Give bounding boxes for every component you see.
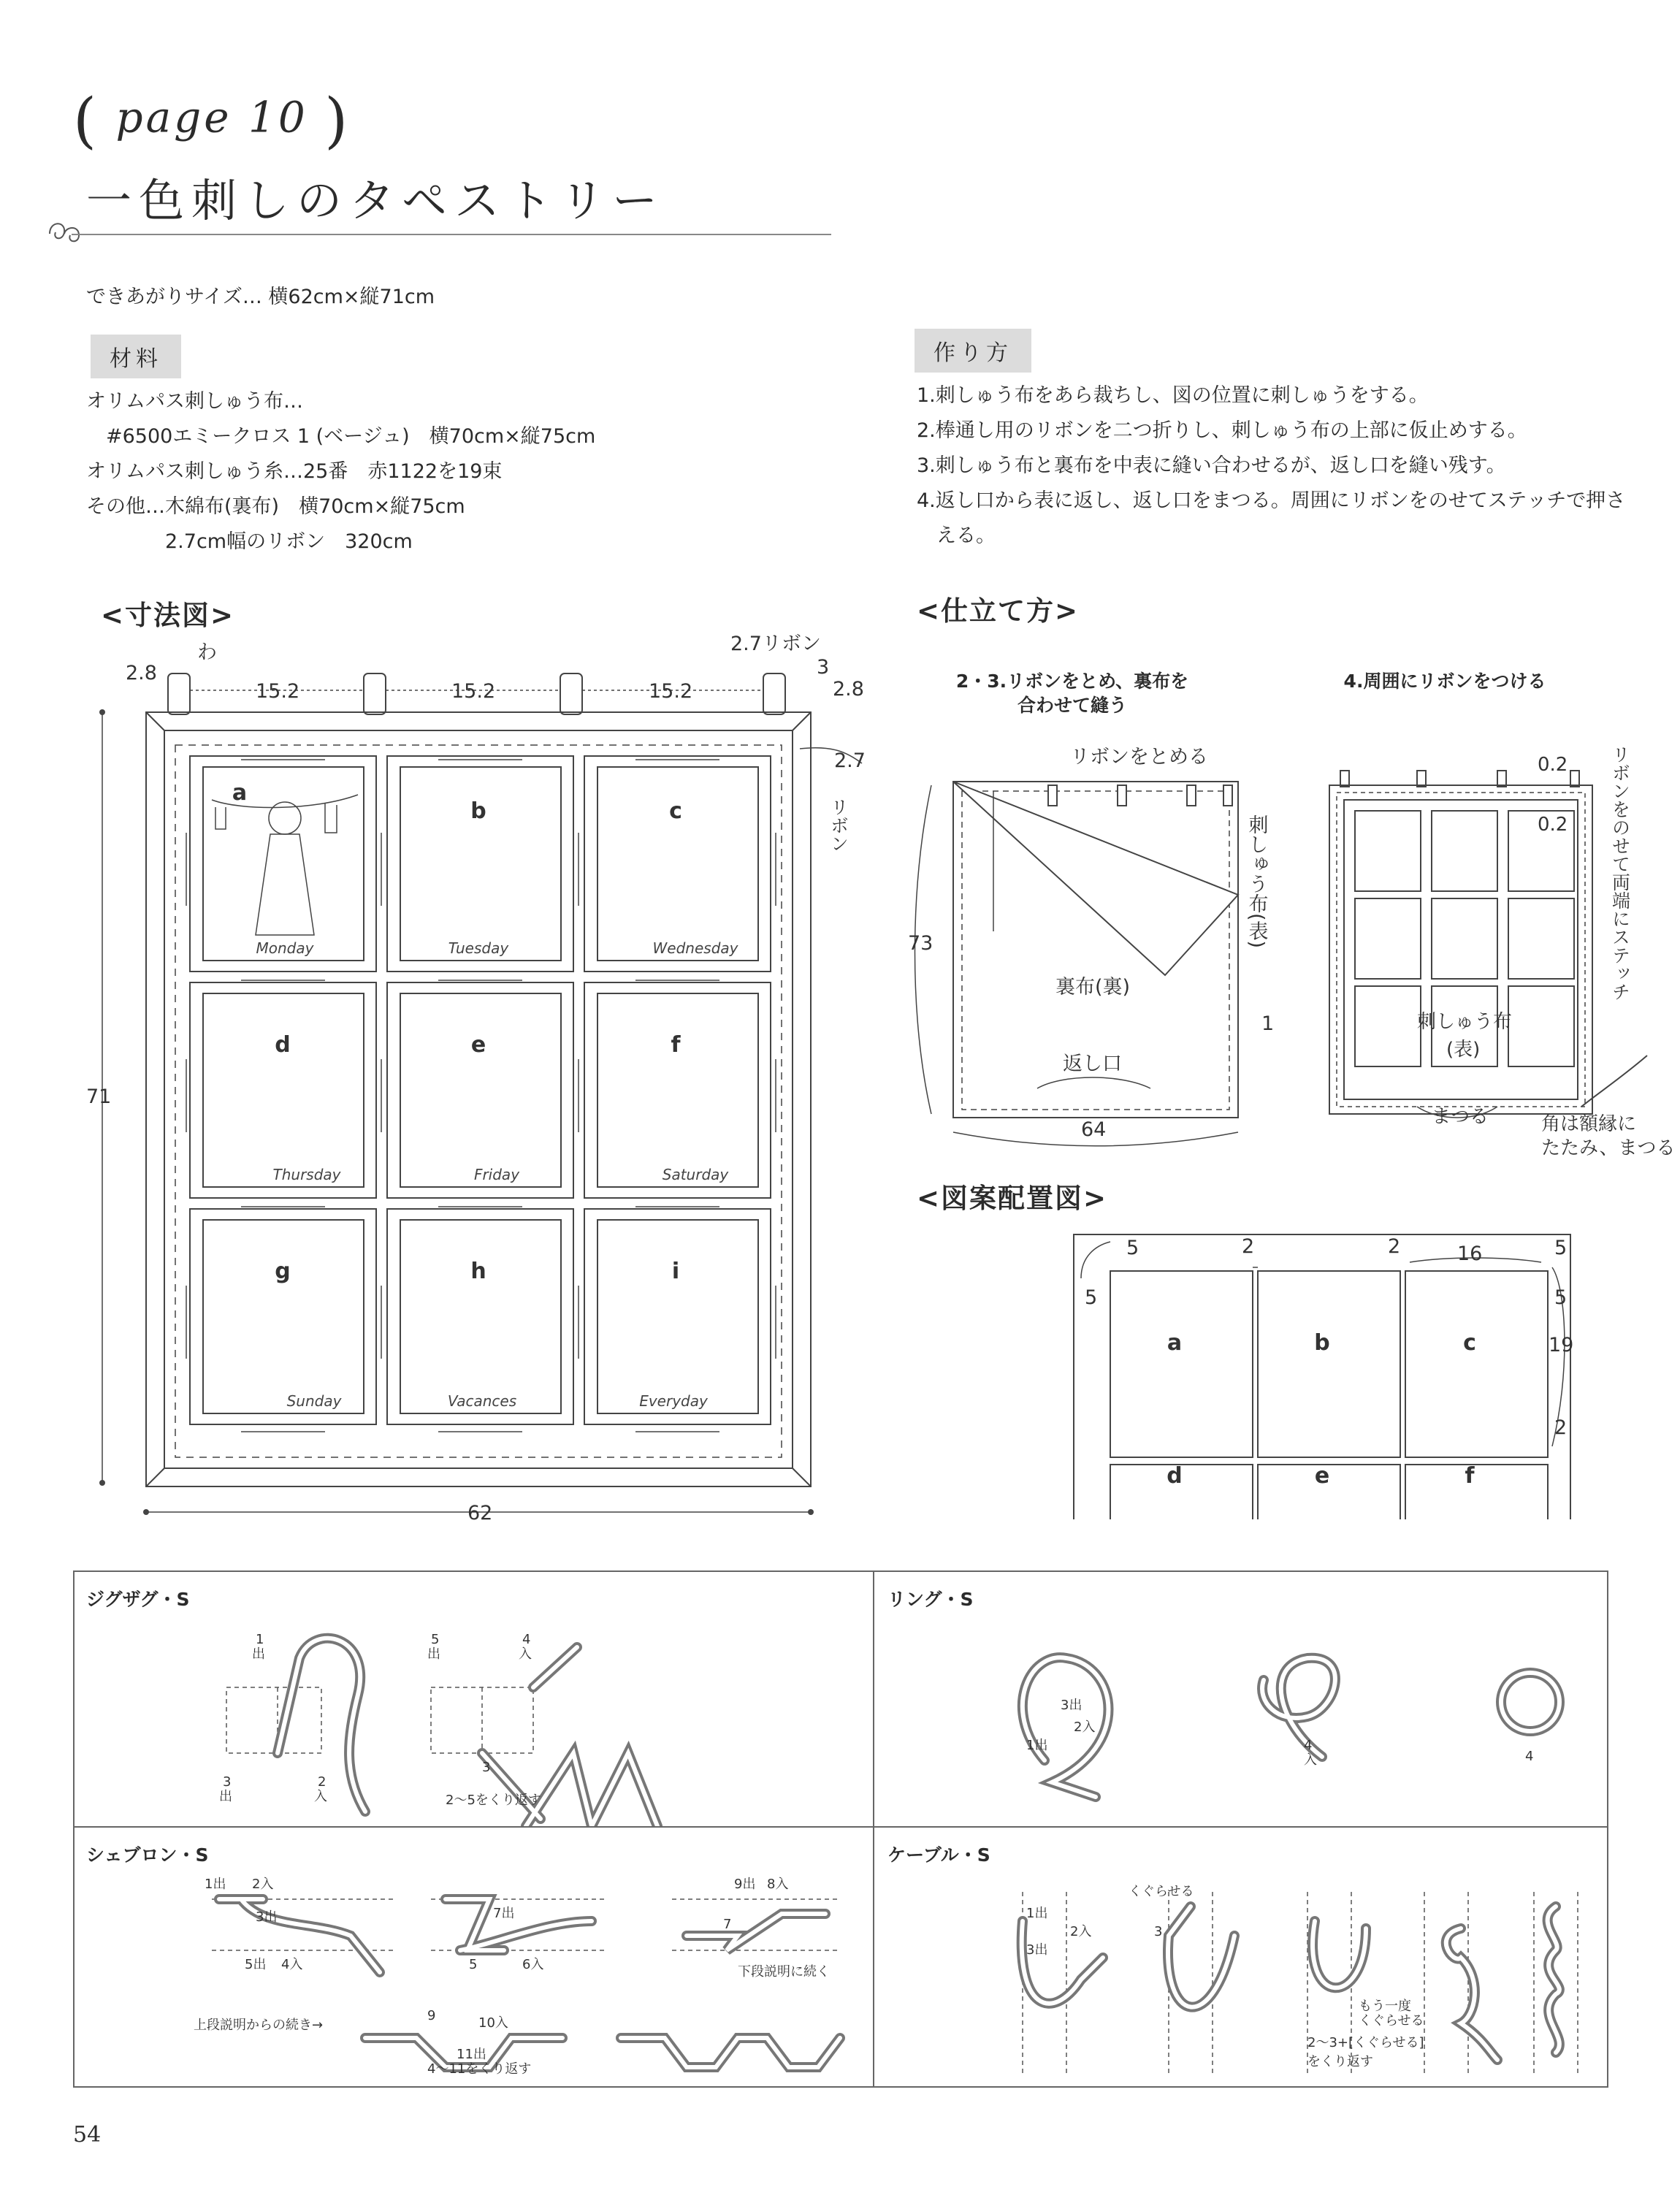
height-label: 73 [908, 932, 933, 955]
chevron-num: 10入 [478, 2015, 508, 2031]
layout-dim: 2 [1388, 1235, 1401, 1258]
zigzag-diagram [183, 1607, 869, 1826]
fabric-word: 刺しゅう布(表) [1245, 814, 1268, 949]
chevron-title: シェブロン・S [86, 1844, 209, 1866]
cable-title: ケーブル・S [887, 1844, 990, 1866]
layout-dim: 5 [1126, 1237, 1139, 1259]
center-label-2: (表) [1446, 1039, 1481, 1061]
material-line: オリムパス刺しゅう布… [86, 390, 303, 413]
cable-diagram [957, 1877, 1600, 2082]
layout-dim: 2 [1554, 1416, 1568, 1439]
zigzag-num: 3 [223, 1774, 232, 1790]
layout-cell: b [1314, 1330, 1330, 1356]
zigzag-num: 1 [256, 1632, 264, 1647]
layout-cell: e [1314, 1463, 1330, 1489]
corner-note-1: 角は額縁に [1541, 1113, 1637, 1135]
layout-cell: f [1465, 1463, 1475, 1489]
panel-letter: a [232, 780, 248, 806]
cable-note: もう一度 [1359, 1999, 1411, 2014]
dim-side-ribbon: 2.7 [834, 749, 866, 772]
margin-inner: 0.2 [1538, 814, 1568, 836]
cable-repeat: 2〜3+[くぐらせる] [1307, 2035, 1424, 2050]
zigzag-num: 5 [431, 1632, 440, 1647]
panel-letter: d [275, 1032, 291, 1058]
panel-letter: b [470, 798, 486, 824]
dim-side-ribbon-word: リボン [828, 798, 849, 852]
method-heading: 作り方 [915, 329, 1031, 373]
zigzag-title: ジグザグ・S [86, 1589, 190, 1610]
chevron-num: 7出 [493, 1906, 515, 1921]
ring-diagram [971, 1614, 1600, 1819]
center-label-1: 刺しゅう布 [1417, 1011, 1513, 1033]
material-line: 2.7cm幅のリボン 320cm [86, 530, 413, 553]
zigzag-num: 入 [519, 1646, 532, 1662]
material-line: #6500エミークロス 1 (ベージュ) 横70cm×縦75cm [86, 425, 596, 448]
dim-gap: 15.2 [256, 680, 300, 703]
method-step: える。 [917, 524, 996, 547]
chevron-note: 下段説明に続く [738, 1964, 830, 1980]
layout-cell: c [1463, 1330, 1476, 1356]
layout-diagram [1066, 1227, 1607, 1527]
chevron-num: 2入 [252, 1877, 274, 1892]
tapestry-outer-edge [146, 712, 811, 1486]
ring-num: 4 [1525, 1749, 1534, 1764]
layout-heading: <図案配置図> [917, 1183, 1108, 1214]
panel-day: Wednesday [652, 939, 738, 957]
cable-num: 3出 [1026, 1942, 1048, 1958]
method-step: 2.棒通し用のリボンを二つ折りし、刺しゅう布の上部に仮止めする。 [917, 419, 1527, 442]
ring-num: 3出 [1061, 1698, 1083, 1713]
zigzag-num: 出 [427, 1646, 440, 1662]
chevron-num: 1出 [205, 1877, 226, 1892]
dim-fold: わ [197, 641, 217, 664]
cable-note: くぐらせる [1129, 1884, 1194, 1899]
panel-letter: f [671, 1032, 681, 1058]
dim-width: 62 [467, 1502, 493, 1524]
stitch-divider-h [73, 1826, 1607, 1828]
dimension-heading: <寸法図> [101, 600, 235, 631]
step4-diagram [1315, 741, 1680, 1180]
ring-num: 1出 [1026, 1738, 1048, 1753]
opening-label: 返し口 [1063, 1053, 1122, 1075]
zigzag-num: 出 [252, 1646, 265, 1662]
panel-day: Tuesday [448, 939, 509, 957]
layout-dim: 5 [1554, 1237, 1568, 1259]
zigzag-num: 4 [522, 1632, 531, 1647]
width-label: 64 [1081, 1118, 1107, 1141]
panel-letter: h [470, 1259, 486, 1284]
cable-num: 2入 [1070, 1924, 1092, 1939]
layout-dim: 19 [1549, 1334, 1574, 1356]
step23-diagram [902, 741, 1282, 1150]
seam-label: 1 [1261, 1012, 1275, 1035]
dim-right-margin: 2.8 [833, 678, 864, 701]
zigzag-num: 3 [482, 1760, 491, 1775]
tapestry-inner-edge [164, 730, 793, 1468]
step4-title: 4.周囲にリボンをつける [1343, 671, 1546, 692]
ring-title: リング・S [887, 1589, 974, 1610]
page-label: ( page 10 ) [73, 86, 351, 156]
margin-top: 0.2 [1538, 754, 1568, 776]
ribbon-note: リボンをとめる [1070, 746, 1208, 768]
panel-letter: i [671, 1259, 680, 1284]
chevron-num: 5出 [245, 1957, 267, 1972]
ring-num: 入 [1304, 1752, 1317, 1768]
chevron-num: 3出 [256, 1909, 278, 1925]
step23-title: 2・3.リボンをとめ、裏布を 合わせて縫う [955, 671, 1189, 716]
assembly-heading: <仕立て方> [917, 595, 1080, 627]
dim-gap: 15.2 [451, 680, 496, 703]
zigzag-num: 入 [314, 1789, 327, 1804]
page-title: 一色刺しのタペストリー [86, 174, 665, 227]
chevron-diagram [183, 1870, 869, 2082]
page-number: 54 [73, 2122, 102, 2148]
chevron-num: 11出 [457, 2047, 486, 2062]
zigzag-num: 2 [318, 1774, 327, 1790]
material-line: オリムパス刺しゅう糸…25番 赤1122を19束 [86, 460, 503, 483]
chevron-num: 4入 [281, 1957, 303, 1972]
layout-dim: 16 [1457, 1243, 1483, 1265]
method-step: 4.返し口から表に返し、返し口をまつる。周囲にリボンをのせてステッチで押さ [917, 489, 1626, 512]
ring-num: 4 [1304, 1738, 1313, 1753]
chevron-num: 5 [469, 1957, 478, 1972]
corner-note-2: たたみ、まつる [1541, 1137, 1676, 1159]
panel-letter: c [669, 798, 682, 824]
layout-dim: 5 [1554, 1286, 1568, 1309]
dim-gap: 15.2 [649, 680, 693, 703]
panel-letter: e [470, 1032, 486, 1058]
layout-dim: 2 [1242, 1235, 1255, 1258]
zigzag-num: 出 [219, 1789, 232, 1804]
side-note: リボンをのせて両端にステッチ [1609, 745, 1631, 1001]
method-list [917, 378, 1662, 554]
materials-list [86, 384, 595, 560]
panel-day: Everyday [639, 1392, 708, 1410]
dim-ribbon-width: 3 [817, 656, 830, 679]
finished-size: できあがりサイズ… 横62cm×縦71cm [86, 286, 435, 308]
chevron-num: 9出 [734, 1877, 756, 1892]
layout-cell: a [1167, 1330, 1183, 1356]
title-divider [72, 234, 831, 235]
method-step: 3.刺しゅう布と裏布を中表に縫い合わせるが、返し口を縫い残す。 [917, 454, 1506, 477]
chevron-num: 6入 [522, 1957, 544, 1972]
dim-ribbon: 2.7リボン [730, 633, 821, 655]
slipstitch-label: まつる [1432, 1106, 1489, 1128]
layout-cell: d [1167, 1463, 1183, 1489]
layout-dim: 5 [1085, 1286, 1098, 1309]
cable-note: くぐらせる [1359, 2013, 1424, 2028]
panel-day: Sunday [286, 1392, 342, 1410]
panel-day: Saturday [662, 1166, 729, 1183]
chevron-num: 7 [723, 1917, 732, 1932]
chevron-note: 上段説明からの続き→ [194, 2018, 324, 2033]
ring-num: 2入 [1074, 1720, 1096, 1735]
material-line: その他…木綿布(裏布) 横70cm×縦75cm [86, 495, 465, 518]
chevron-num: 9 [427, 2008, 436, 2023]
cable-num: 1出 [1026, 1906, 1048, 1921]
panel-day: Vacances [447, 1392, 517, 1410]
panel-day: Friday [473, 1166, 520, 1183]
chevron-repeat: 4〜11をくり返す [427, 2061, 532, 2077]
lining-label: 裏布(裏) [1055, 976, 1131, 999]
dimension-diagram [73, 628, 884, 1534]
panel-letter: g [275, 1259, 291, 1284]
method-step: 1.刺しゅう布をあら裁ちし、図の位置に刺しゅうをする。 [917, 384, 1429, 407]
dim-left-margin: 2.8 [126, 662, 157, 684]
cable-num: 3 [1154, 1924, 1163, 1939]
materials-heading: 材料 [91, 335, 181, 378]
cable-repeat: をくり返す [1307, 2054, 1373, 2069]
zigzag-repeat: 2〜5をくり返す [446, 1793, 541, 1808]
panel-day: Thursday [272, 1166, 341, 1183]
panel-day: Monday [256, 939, 314, 957]
chevron-num: 8入 [767, 1877, 789, 1892]
stitch-divider-v [873, 1570, 874, 2086]
dim-height: 71 [86, 1085, 112, 1108]
